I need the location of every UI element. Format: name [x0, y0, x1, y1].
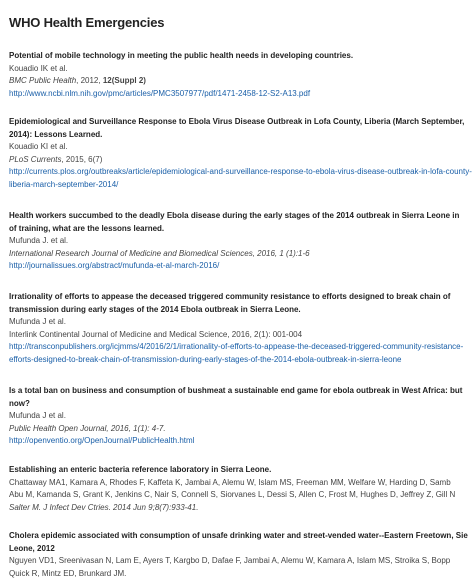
reference-link[interactable]: http://journalissues.org/abstract/mufunda-et-al-march-2016/ — [9, 261, 220, 270]
reference-authors: Kouadio KI et al. — [9, 142, 68, 151]
reference-journal: Public Health Open Journal, 2016, 1(1): 4-7. — [9, 423, 166, 433]
reference-item — [9, 210, 469, 273]
reference-item — [9, 530, 469, 580]
reference-journal: International Research Journal of Medicine and Biomedical Sciences, 2016, 1 (1):1-6 — [9, 248, 310, 258]
reference-link[interactable]: http://www.ncbi.nlm.nih.gov/pmc/articles/PMC3507977/pdf/1471-2458-12-S2-A13.pdf — [9, 88, 311, 98]
reference-authors: Quick R, Mintz ED, Brunkard JM. — [9, 568, 127, 578]
reference-item — [9, 385, 469, 448]
reference-authors: Chattaway MA1, Kamara A, Rhodes F, Kaffeta K, Jambai A, Alemu W, Islam MS, Freeman MM, Welfare W, Harding D, Samb — [9, 477, 451, 487]
reference-title: Health workers succumbed to the deadly Ebola disease during the early stages of the 2014 outbreak in Sierra Leone in — [9, 211, 460, 220]
reference-authors: Abu M, Kamanda S, Grant K, Jenkins C, Nair S, Connell S, Siorvanes L, Dessi S, Allen C, Frost M, Hughes D, Jeffrey Z, Gill N — [9, 490, 456, 499]
reference-journal — [9, 75, 469, 88]
reference-title: Irrationality of efforts to appease the deceased triggered community resistance to efforts designed to break chain of — [9, 292, 451, 301]
reference-item — [9, 464, 469, 514]
reference-authors: Mufunda J. et al. — [9, 236, 69, 245]
reference-link[interactable]: http://currents.plos.org/outbreaks/article/epidemiological-and-surveillance-response-to-ebola-virus-disease-outbreak-in-lofa-county- — [9, 167, 472, 176]
reference-link[interactable]: http://transconpublishers.org/icjmms/4/2016/2/1/irrationality-of-efforts-to-appease-the-deceased-triggered-community-resistance- — [9, 342, 464, 351]
reference-journal: Salter M. J Infect Dev Ctries. 2014 Jun 9;8(7):933-41. — [9, 502, 199, 512]
reference-link[interactable]: liberia-march-september-2014/ — [9, 179, 119, 189]
reference-link[interactable]: http://openventio.org/OpenJournal/PublicHealth.html — [9, 436, 195, 445]
reference-title: Epidemiological and Surveillance Response to Ebola Virus Disease Outbreak in Lofa County, Liberia (March September, — [9, 117, 465, 126]
reference-authors: Kouadio IK et al. — [9, 63, 68, 73]
reference-title: now? — [9, 398, 30, 408]
journal-name: PLoS Currents — [9, 154, 62, 164]
journal-year: , 2012, — [76, 76, 103, 85]
reference-title: Potential of mobile technology in meeting the public health needs in developing countries. — [9, 51, 354, 60]
journal-year: , 2015, 6(7) — [61, 154, 103, 164]
reference-title: of training, what are the lessons learned. — [9, 223, 165, 233]
reference-title: Is a total ban on business and consumption of bushmeat a sustainable end game for ebola outbreak in West Africa: but — [9, 386, 463, 395]
journal-name: BMC Public Health — [9, 76, 77, 85]
reference-item — [9, 116, 472, 191]
reference-item — [9, 50, 469, 100]
reference-title: transmission during early stages of the 2014 Ebola outbreak in Sierra Leone. — [9, 304, 301, 314]
reference-title: Establishing an enteric bacteria reference laboratory in Sierra Leone. — [9, 465, 272, 474]
reference-link[interactable]: efforts-designed-to-break-chain-of-transmission-during-early-stages-of-the-2014-ebola-outbreak-in-sierra-leone — [9, 354, 402, 364]
reference-title: Cholera epidemic associated with consumption of unsafe drinking water and street-vended water--Eastern Freetown, Sie — [9, 531, 468, 540]
reference-authors: Mufunda J et al. — [9, 317, 66, 326]
reference-title: Leone, 2012 — [9, 543, 55, 553]
reference-authors: Nguyen VD1, Sreenivasan N, Lam E, Ayers T, Kargbo D, Dafae F, Jambai A, Alemu W, Kamara A, Islam MS, Stroika S, Bopp — [9, 556, 451, 565]
journal-volume: 12(Suppl 2) — [102, 76, 146, 85]
reference-journal: Interlink Continental Journal of Medicine and Medical Science, 2016, 2(1): 001-004 — [9, 329, 303, 339]
reference-journal — [9, 154, 469, 167]
page-title: WHO Health Emergencies — [9, 15, 165, 30]
reference-item — [9, 291, 469, 366]
reference-title: 2014): Lessons Learned. — [9, 129, 103, 139]
reference-authors: Mufunda J et al. — [9, 411, 66, 420]
